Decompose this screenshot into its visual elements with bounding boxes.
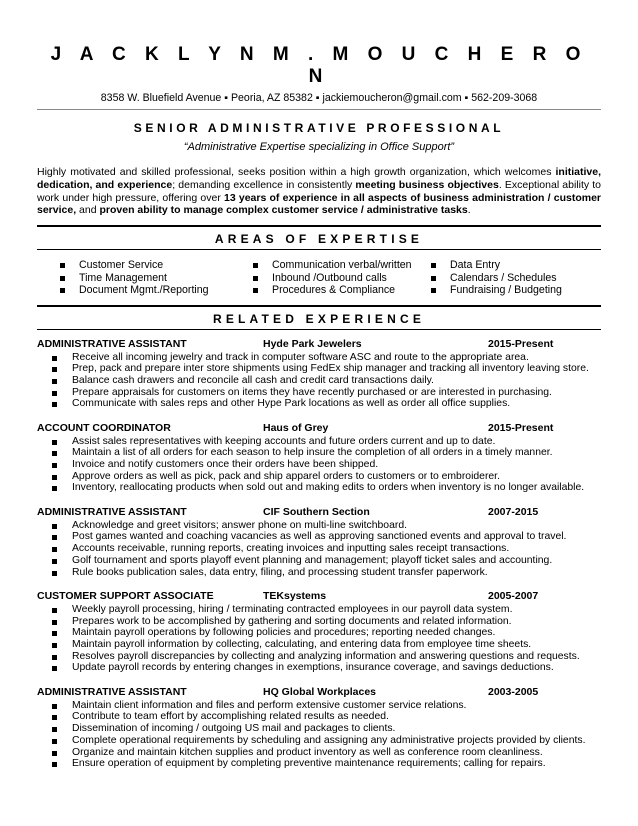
summary-paragraph [37,166,601,217]
job-dates: 2015-Present [488,422,554,435]
job-duty: Maintain a list of all orders for each season to help insure the completion of all orders in a timely manner. [51,447,601,459]
professional-title: SENIOR ADMINISTRATIVE PROFESSIONAL [133,121,505,135]
job-duty: Inventory, reallocating products when sold out and making edits to orders when inventory is no longer available. [51,482,601,494]
job-duty: Approve orders as well as pick, pack and ship apparel orders to customers or to embroiderer. [51,471,601,483]
expertise-column [430,259,590,297]
job-duty: Rule books publication sales, data entry, filing, and processing student transfer paperwork. [51,567,601,579]
job-entry [37,590,601,674]
summary-highlight: 13 years of experience in all aspects of business administration / customer service, [37,191,602,217]
summary-text: Highly motivated and skilled professional, seeks position within a high growth organization, which welcomes [37,166,556,178]
job-header [37,338,601,351]
job-duty: Contribute to team effort by accomplishing related results as needed. [51,711,601,723]
expertise-item: Time Management [59,272,252,285]
job-duties [37,520,601,579]
job-duty: Communicate with sales reps and other Hype Park locations as well as order all office supplies. [51,398,601,410]
header-divider [37,109,601,110]
job-title: ADMINISTRATIVE ASSISTANT [37,686,187,699]
job-duty: Assist sales representatives with keeping accounts and future orders current and up to date. [51,436,601,448]
job-duty: Update payroll records by entering changes in exemptions, insurance coverage, and savings deductions. [51,662,601,674]
job-header [37,686,601,699]
expertise-item: Communication verbal/written [252,259,430,272]
job-duty: Prepare appraisals for customers on items they have recently purchased or are interested in purchasing. [51,387,601,399]
job-duty: Weekly payroll processing, hiring / terminating contracted employees in our payroll data system. [51,604,601,616]
job-dates: 2015-Present [488,337,554,350]
experience-heading: RELATED EXPERIENCE [212,311,426,326]
job-title: ADMINISTRATIVE ASSISTANT [37,337,187,350]
job-entry [37,506,601,578]
section-divider [37,305,601,307]
tagline: “Administrative Expertise specializing in Office Support” [183,141,455,153]
section-divider [37,329,601,330]
job-header [37,506,601,519]
job-duty: Prepares work to be accomplished by gathering and sorting documents and related information. [51,616,601,628]
job-duties [37,436,601,495]
job-entry [37,686,601,770]
job-duty: Maintain payroll operations by following policies and procedures; reporting needed changes. [51,627,601,639]
job-duty: Organize and maintain kitchen supplies and product inventory as well as conference room cleanliness. [51,747,601,759]
job-duty: Prep, pack and prepare inter store shipments using FedEx ship manager and tracking all inventory leaving store. [51,363,601,375]
expertise-item: Inbound /Outbound calls [252,272,430,285]
summary-text: and [76,204,100,217]
job-title: CUSTOMER SUPPORT ASSOCIATE [37,590,214,603]
expertise-list [37,259,601,297]
job-duties [37,700,601,770]
job-company: TEKsystems [263,590,327,603]
expertise-item: Fundraising / Budgeting [430,284,590,297]
expertise-item: Calendars / Schedules [430,272,590,285]
expertise-item: Procedures & Compliance [252,284,430,297]
job-title: ADMINISTRATIVE ASSISTANT [37,506,187,519]
job-duty: Complete operational requirements by scheduling and assigning any administrative projects provided by clients. [51,735,601,747]
job-duty: Post games wanted and coaching vacancies as well as approving sanctioned events and approval to travel. [51,531,601,543]
expertise-column [252,259,430,297]
summary-highlight: initiative, dedication, and experience [37,166,601,191]
job-duty: Maintain client information and files and perform extensive customer service relations. [51,700,601,712]
section-divider [37,225,601,227]
job-duties [37,352,601,411]
job-duty: Accounts receivable, running reports, creating invoices and inputting sales receipt transactions. [51,543,601,555]
summary-text: . [467,204,471,217]
job-company: Hyde Park Jewelers [263,337,362,350]
job-dates: 2005-2007 [488,590,539,603]
expertise-item: Document Mgmt./Reporting [59,284,252,297]
job-duty: Golf tournament and sports playoff event planning and management; playoff ticket sales and accounting. [51,555,601,567]
job-duty: Receive all incoming jewelry and track in computer software ASC and route to the appropriate area. [51,352,601,364]
job-dates: 2003-2005 [488,686,539,699]
job-duties [37,604,601,674]
job-duty: Invoice and notify customers once their orders have been shipped. [51,459,601,471]
job-title: ACCOUNT COORDINATOR [37,422,171,435]
contact-line: 8358 W. Bluefield Avenue ▪ Peoria, AZ 85382 ▪ jackiemoucheron@gmail.com ▪ 562-209-3068 [100,92,538,104]
job-duty: Maintain payroll information by collecting, calculating, and entering data from employee time sheets. [51,639,601,651]
job-company: Haus of Grey [263,422,329,435]
job-duty: Ensure operation of equipment by completing preventive maintenance requirements; calling for repairs. [51,758,601,770]
expertise-item: Customer Service [59,259,252,272]
candidate-name: J A C K L Y N M . M O U C H E R O N [50,44,588,87]
expertise-heading: AREAS OF EXPERTISE [214,232,424,247]
job-duty: Dissemination of incoming / outgoing US mail and packages to clients. [51,723,601,735]
job-entry [37,338,601,410]
job-duty: Balance cash drawers and reconcile all cash and credit card transactions daily. [51,375,601,387]
job-company: CIF Southern Section [263,506,370,519]
job-header [37,590,601,603]
experience-list [37,338,601,770]
job-header [37,422,601,435]
summary-text: . Exceptional ability to work under high pressure, offering over [37,178,602,204]
summary-highlight: proven ability to manage complex customer service / administrative tasks [99,204,468,217]
expertise-column [59,259,252,297]
summary-highlight: meeting business objectives [355,178,499,191]
job-duty: Resolves payroll discrepancies by collecting and analyzing information and answering questions and requests. [51,651,601,663]
summary-text: ; demanding excellence in consistently [172,178,356,191]
expertise-item: Data Entry [430,259,590,272]
job-entry [37,422,601,494]
job-company: HQ Global Workplaces [263,686,377,699]
job-dates: 2007-2015 [488,506,539,519]
section-divider [37,249,601,250]
job-duty: Acknowledge and greet visitors; answer phone on multi-line switchboard. [51,520,601,532]
